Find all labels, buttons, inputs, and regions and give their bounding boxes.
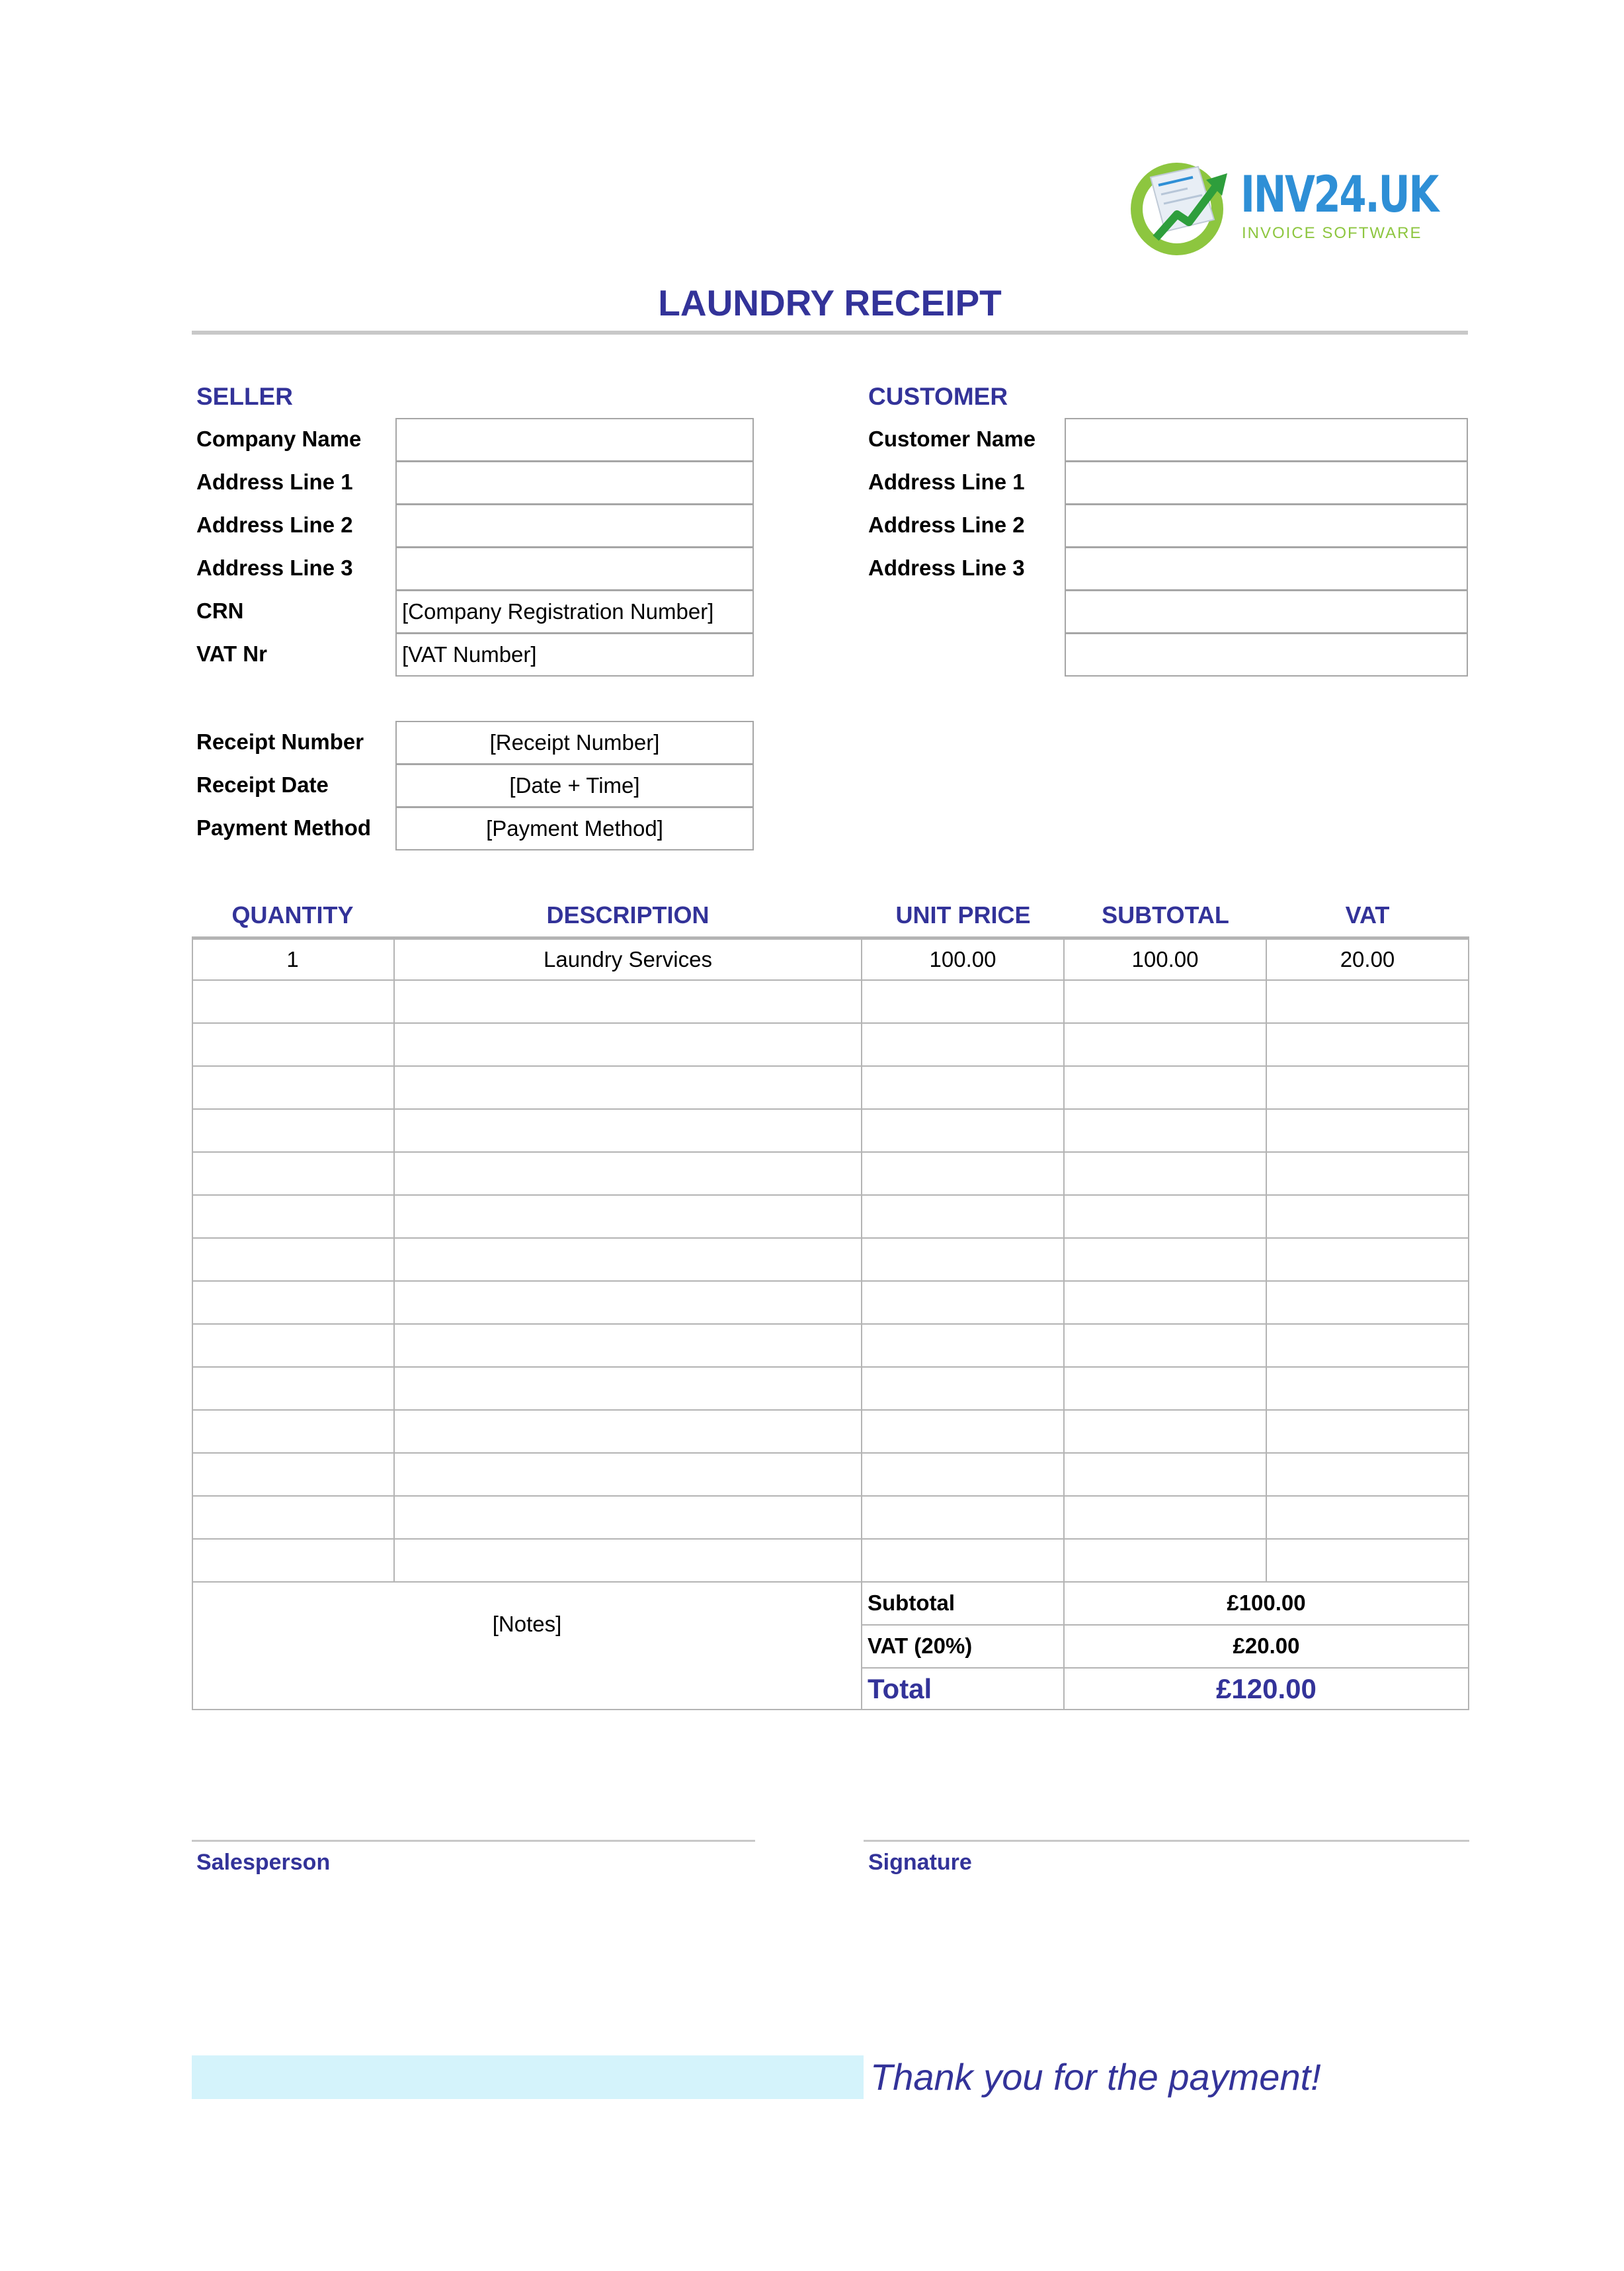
row-line: [192, 1452, 1469, 1454]
receipt-number-label: Receipt Number: [196, 729, 364, 754]
row-line: [192, 1495, 1469, 1497]
row-line: [192, 1366, 1469, 1368]
row-line: [192, 1409, 1469, 1411]
customer-label-address-2: Address Line 2: [868, 513, 1025, 537]
notes-field[interactable]: [Notes]: [492, 1612, 562, 1636]
seller-label-company-name: Company Name: [196, 427, 362, 451]
customer-label-address-3: Address Line 3: [868, 556, 1025, 580]
subtotal-value: £100.00: [1227, 1590, 1306, 1615]
seller-label-address-3: Address Line 3: [196, 556, 353, 580]
total-label: Total: [868, 1673, 932, 1704]
seller-company-name-field[interactable]: [395, 418, 754, 462]
logo-tagline: INVOICE SOFTWARE: [1242, 224, 1422, 242]
item-quantity: 1: [286, 947, 299, 971]
customer-label-address-1: Address Line 1: [868, 470, 1025, 494]
receipt-info: [196, 721, 755, 853]
col-header-quantity: QUANTITY: [231, 901, 354, 929]
subtotal-label: Subtotal: [868, 1590, 955, 1615]
seller-label-crn: CRN: [196, 599, 244, 623]
col-header-description: DESCRIPTION: [546, 901, 710, 929]
row-line: [192, 1065, 1469, 1067]
customer-address-3-field[interactable]: [1065, 547, 1468, 591]
title-divider: [192, 331, 1468, 335]
row-line: [192, 1194, 1469, 1196]
col-header-vat: VAT: [1345, 901, 1390, 929]
seller-label-vat: VAT Nr: [196, 641, 267, 666]
seller-crn-field[interactable]: [Company Registration Number]: [395, 590, 754, 634]
vat-value: £20.00: [1233, 1633, 1300, 1658]
total-value: £120.00: [1216, 1673, 1317, 1704]
seller-label-address-2: Address Line 2: [196, 513, 353, 537]
seller-heading: SELLER: [196, 383, 293, 410]
thank-you-message: Thank you for the payment!: [870, 2056, 1321, 2098]
row-line: [192, 1280, 1469, 1282]
logo: [1124, 151, 1438, 263]
vat-label: VAT (20%): [868, 1633, 973, 1658]
item-description: Laundry Services: [544, 947, 712, 971]
table-left-border: [192, 936, 193, 1710]
customer-fields: [868, 418, 1470, 676]
payment-method-label: Payment Method: [196, 815, 372, 840]
row-line: [192, 1323, 1469, 1325]
footer-band: [192, 2055, 864, 2099]
col-header-subtotal: SUBTOTAL: [1102, 901, 1229, 929]
col-line: [861, 936, 862, 1710]
row-line: [192, 1022, 1469, 1024]
customer-label-name: Customer Name: [868, 427, 1036, 451]
receipt-date-label: Receipt Date: [196, 772, 329, 797]
customer-extra-field-1[interactable]: [1065, 590, 1468, 634]
seller-vat-field[interactable]: [VAT Number]: [395, 633, 754, 677]
salesperson-line: [192, 1840, 755, 1842]
seller-address-3-field[interactable]: [395, 547, 754, 591]
customer-heading: CUSTOMER: [868, 383, 1008, 410]
item-unit-price: 100.00: [929, 947, 996, 971]
items-table: [192, 936, 1469, 1710]
seller-label-address-1: Address Line 1: [196, 470, 353, 494]
row-line: [192, 1151, 1469, 1153]
seller-fields: [196, 418, 755, 676]
row-line: [192, 1237, 1469, 1239]
item-subtotal: 100.00: [1131, 947, 1199, 971]
col-line: [393, 936, 395, 1582]
receipt-number-field[interactable]: [Receipt Number]: [395, 721, 754, 764]
invoice-growth-arrow-icon: [1124, 153, 1237, 259]
col-header-unit-price: UNIT PRICE: [895, 901, 1031, 929]
customer-name-field[interactable]: [1065, 418, 1468, 462]
table-right-border: [1468, 936, 1469, 1710]
item-vat: 20.00: [1340, 947, 1395, 971]
signature-label: Signature: [868, 1850, 972, 1875]
customer-extra-field-2[interactable]: [1065, 633, 1468, 677]
seller-address-1-field[interactable]: [395, 461, 754, 505]
seller-address-2-field[interactable]: [395, 504, 754, 548]
signature-line: [864, 1840, 1469, 1842]
logo-brand: INV24.UK: [1240, 165, 1438, 224]
row-line: [192, 1538, 1469, 1540]
col-line: [1266, 936, 1267, 1582]
payment-method-field[interactable]: [Payment Method]: [395, 807, 754, 850]
salesperson-label: Salesperson: [196, 1850, 331, 1875]
customer-address-1-field[interactable]: [1065, 461, 1468, 505]
customer-address-2-field[interactable]: [1065, 504, 1468, 548]
row-line: [192, 1108, 1469, 1110]
page-title: LAUNDRY RECEIPT: [658, 282, 1002, 323]
receipt-date-field[interactable]: [Date + Time]: [395, 764, 754, 807]
